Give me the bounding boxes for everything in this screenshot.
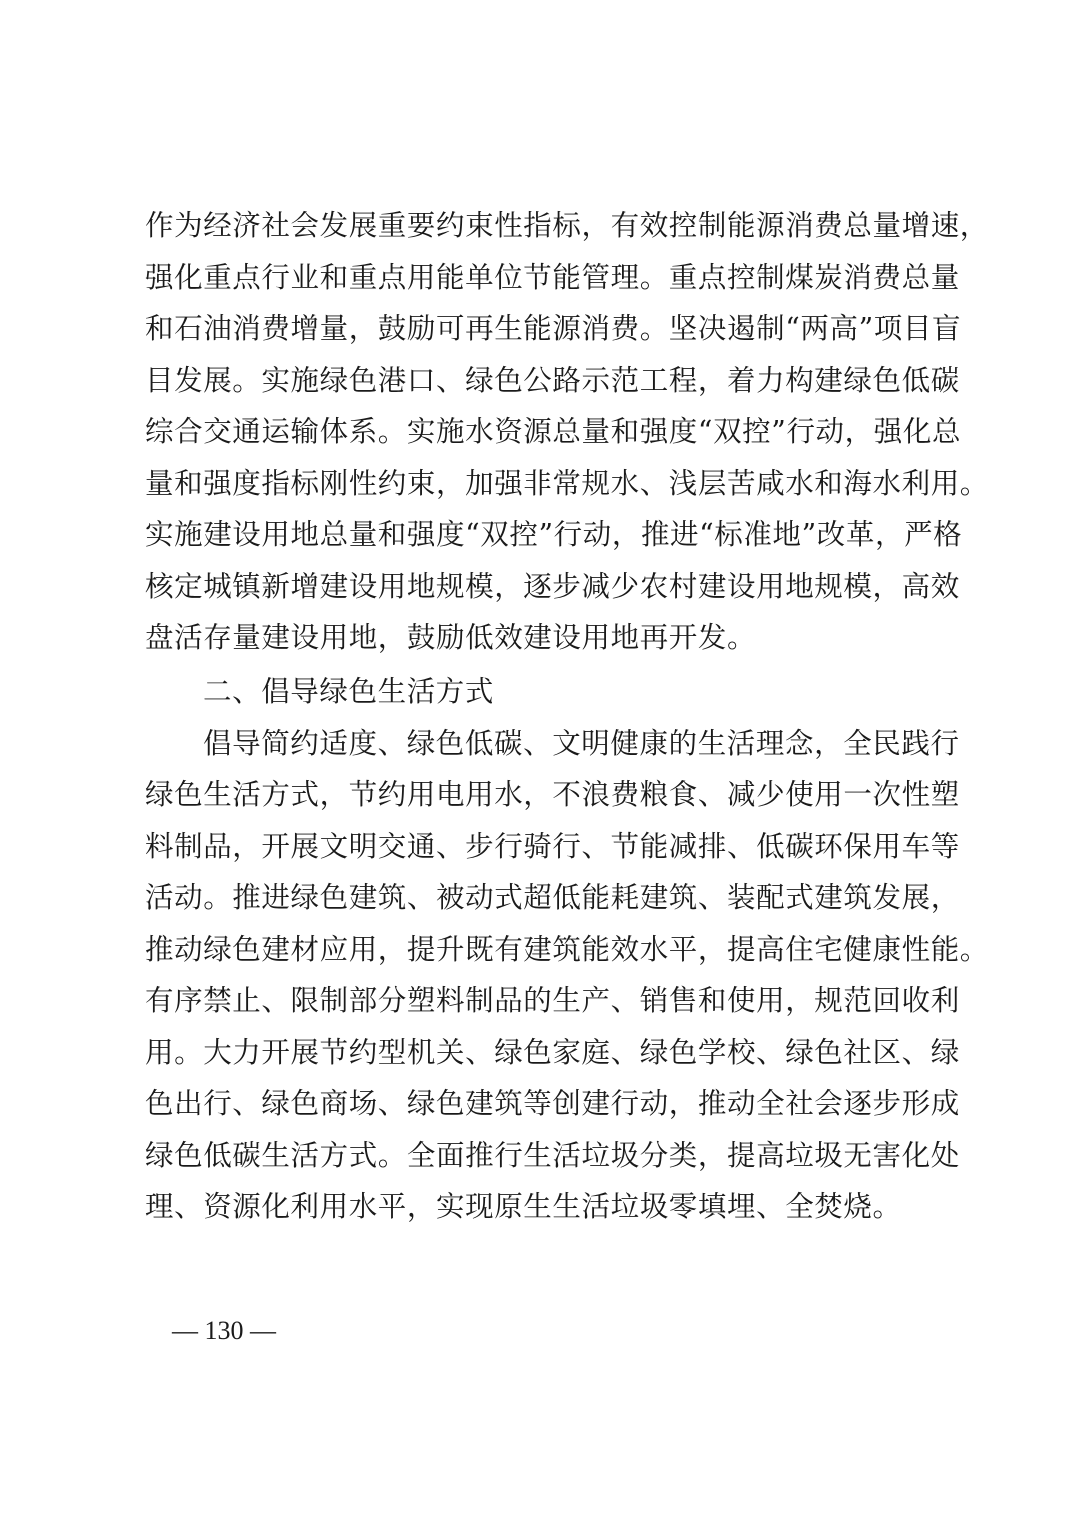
text-line: 绿色低碳生活方式。全面推行生活垃圾分类，提高垃圾无害化处: [145, 1138, 960, 1172]
text-line: 量和强度指标刚性约束，加强非常规水、浅层苦咸水和海水利用。: [145, 466, 989, 500]
document-body: [145, 200, 989, 1233]
paragraph-2: [145, 718, 989, 1233]
text-line: 核定城镇新增建设用地规模，逐步减少农村建设用地规模，高效: [145, 569, 960, 603]
text-line: 色出行、绿色商场、绿色建筑等创建行动，推动全社会逐步形成: [145, 1087, 960, 1120]
text-line: 有序禁止、限制部分塑料制品的生产、销售和使用，规范回收利: [145, 984, 960, 1017]
paragraph-1: [145, 200, 989, 664]
page-number: — 130 —: [172, 1316, 276, 1345]
text-line: 活动。推进绿色建筑、被动式超低能耗建筑、装配式建筑发展，: [145, 881, 960, 914]
text-line: 绿色生活方式，节约用电用水，不浪费粮食、减少使用一次性塑: [145, 778, 960, 811]
text-line: 目发展。实施绿色港口、绿色公路示范工程，着力构建绿色低碳: [145, 363, 960, 397]
text-line: 实施建设用地总量和强度“双控”行动，推进“标准地”改革，严格: [145, 518, 963, 551]
text-line: 倡导简约适度、绿色低碳、文明健康的生活理念，全民践行: [203, 726, 960, 760]
text-line: 强化重点行业和重点用能单位节能管理。重点控制煤炭消费总量: [145, 260, 960, 294]
text-line: 盘活存量建设用地，鼓励低效建设用地再开发。: [145, 621, 757, 654]
section-heading: 二、倡导绿色生活方式: [203, 675, 495, 708]
text-line: 用。大力开展节约型机关、绿色家庭、绿色学校、绿色社区、绿: [145, 1035, 960, 1069]
text-line: 料制品，开展文明交通、步行骑行、节能减排、低碳环保用车等: [145, 829, 960, 863]
text-line: 作为经济社会发展重要约束性指标，有效控制能源消费总量增速，: [145, 209, 989, 242]
text-line: 综合交通运输体系。实施水资源总量和强度“双控”行动，强化总: [145, 415, 962, 448]
text-line: 理、资源化利用水平，实现原生生活垃圾零填埋、全焚烧。: [145, 1190, 902, 1223]
text-line: 推动绿色建材应用，提升既有建筑能效水平，提高住宅健康性能。: [145, 932, 989, 966]
text-line: 和石油消费增量，鼓励可再生能源消费。坚决遏制“两高”项目盲: [145, 312, 962, 345]
